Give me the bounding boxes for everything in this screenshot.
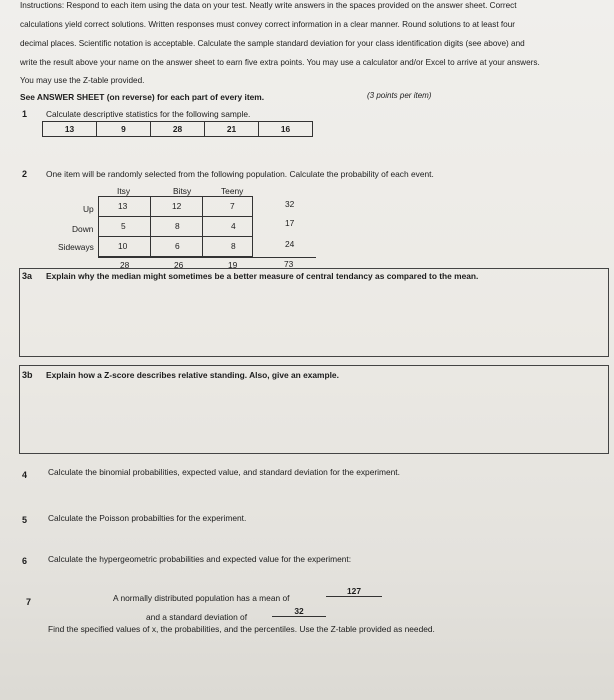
col-total: 19 xyxy=(228,260,238,270)
item-7-instructions: Find the specified values of x, the probabilities, and the percentiles. Use the Z-table provided as needed. xyxy=(48,624,435,634)
cell: 12 xyxy=(172,201,182,211)
item-3b-prompt: Explain how a Z-score describes relative standing. Also, give an example. xyxy=(46,370,339,380)
instructions-line-1: Instructions: Respond to each item using the data on your test. Neatly write answers in the spaces provided on the answer sheet. Correct xyxy=(20,1,517,10)
see-answer-sheet-note: See ANSWER SHEET (on reverse) for each part of every item. xyxy=(20,92,265,102)
sample-value: 9 xyxy=(97,122,151,137)
cell: 6 xyxy=(175,241,180,251)
grid-line xyxy=(98,216,253,217)
instructions-line-3: decimal places. Scientific notation is acceptable. Calculate the sample standard deviation for your class identification digits (see above) and xyxy=(20,39,525,48)
item-4-number: 4 xyxy=(22,470,28,480)
item-2-prompt: One item will be randomly selected from the following population. Calculate the probability of each event. xyxy=(46,169,434,179)
sample-value: 21 xyxy=(205,122,259,137)
item-2-number: 2 xyxy=(22,169,28,179)
cell: 13 xyxy=(118,201,128,211)
cell: 10 xyxy=(118,241,128,251)
item-7-number: 7 xyxy=(26,597,32,607)
item-3a-prompt: Explain why the median might sometimes be a better measure of central tendancy as compared to the mean. xyxy=(46,271,479,281)
col-header-bitsy: Bitsy xyxy=(173,186,192,196)
row-total: 17 xyxy=(285,218,295,228)
cell: 4 xyxy=(231,221,236,231)
cell: 8 xyxy=(175,221,180,231)
sample-value: 28 xyxy=(151,122,205,137)
cell: 8 xyxy=(231,241,236,251)
item-7-sd-text: and a standard deviation of xyxy=(146,612,248,622)
row-label-sideways: Sideways xyxy=(58,242,94,252)
row-total: 24 xyxy=(285,239,295,249)
instructions-line-4: write the result above your name on the answer sheet to earn five extra points. You may use a calculator and/or Excel to arrive at your answers. xyxy=(20,58,540,67)
points-note: (3 points per item) xyxy=(367,91,432,100)
item-3a-number: 3a xyxy=(22,271,33,281)
item-7-mean-text: A normally distributed population has a mean of xyxy=(113,593,290,603)
item-1-sample-table xyxy=(42,121,313,137)
sample-value: 16 xyxy=(259,122,313,137)
item-4-prompt: Calculate the binomial probabilities, expected value, and standard deviation for the experiment. xyxy=(48,467,400,477)
instructions-line-2: calculations yield correct solutions. Written responses must convey correct information in a clear manner. Round solutions to at least four xyxy=(20,20,515,29)
grid-line xyxy=(150,196,151,257)
totals-rule xyxy=(98,257,316,258)
col-total: 26 xyxy=(174,260,184,270)
col-total: 28 xyxy=(120,260,130,270)
item-7-mean-value: 127 xyxy=(326,586,382,597)
col-header-itsy: Itsy xyxy=(117,186,131,196)
instructions-line-5: You may use the Z-table provided. xyxy=(20,76,145,85)
item-1-number: 1 xyxy=(22,109,28,119)
grand-total: 73 xyxy=(284,259,294,269)
sample-value: 13 xyxy=(43,122,97,137)
item-5-prompt: Calculate the Poisson probabilties for the experiment. xyxy=(48,513,247,523)
row-total: 32 xyxy=(285,199,295,209)
grid-line xyxy=(98,236,253,237)
item-5-number: 5 xyxy=(22,515,28,525)
item-7-sd-value: 32 xyxy=(272,606,326,617)
item-1-prompt: Calculate descriptive statistics for the following sample. xyxy=(46,109,251,119)
item-3b-number: 3b xyxy=(22,370,33,380)
row-label-up: Up xyxy=(83,204,94,214)
row-label-down: Down xyxy=(72,224,94,234)
item-6-prompt: Calculate the hypergeometric probabilities and expected value for the experiment: xyxy=(48,554,352,564)
col-header-teeny: Teeny xyxy=(221,186,244,196)
grid-line xyxy=(202,196,203,257)
item-3a-answer-box[interactable] xyxy=(19,268,609,357)
cell: 5 xyxy=(121,221,126,231)
item-6-number: 6 xyxy=(22,556,28,566)
cell: 7 xyxy=(230,201,235,211)
